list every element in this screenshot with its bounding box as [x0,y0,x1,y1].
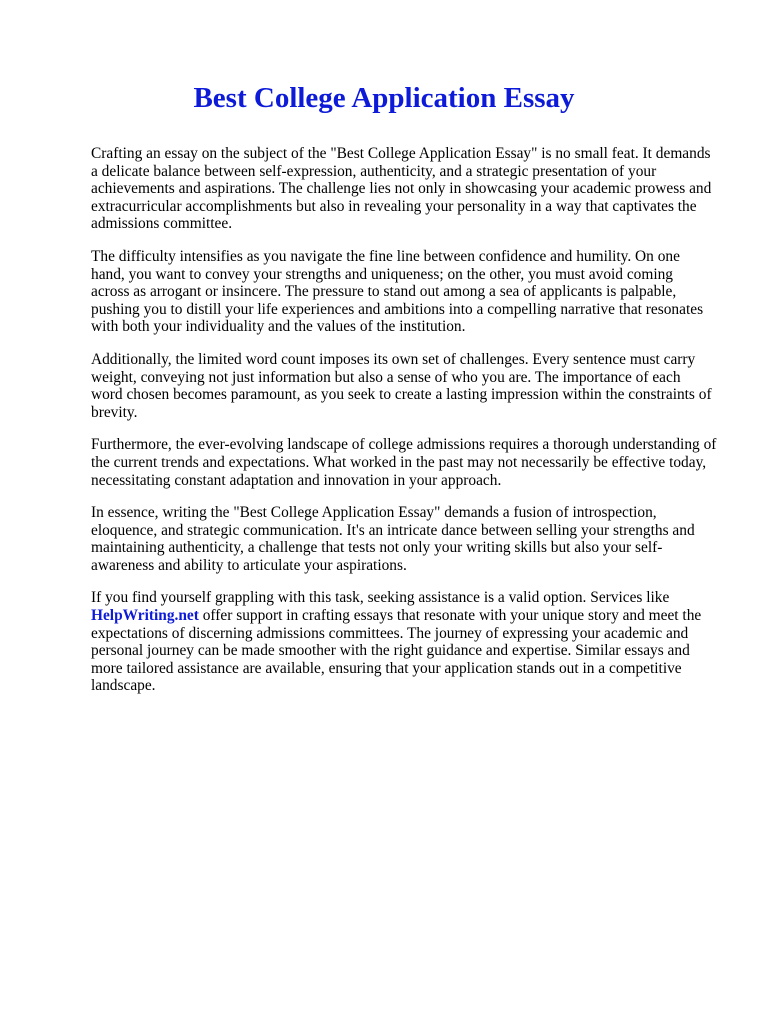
paragraph-1: Crafting an essay on the subject of the "Best College Application Essay" is no small feat. It demands a delicate balance between self-expression, authenticity, and a strategic presentation of your achievements and aspirations. The challenge lies not only in showcasing your academic prowess and extracurricular accomplishments but also in revealing your personality in a way that captivates the admissions committee. [91,145,712,233]
page-title: Best College Application Essay [193,82,575,114]
paragraph-2: The difficulty intensifies as you navigate the fine line between confidence and humility. On one hand, you want to convey your strengths and uniqueness; on the other, you must avoid coming across as arrogant or insincere. The pressure to stand out among a sea of applicants is palpable, pushing you to distill your life experiences and ambitions into a compelling narrative that resonates with both your individuality and the values of the institution. [91,247,704,336]
paragraph-4: Furthermore, the ever-evolving landscape of college admissions requires a thorough understanding of the current trends and expectations. What worked in the past may not necessarily be effective today, necessitating constant adaptation and innovation in your approach. [91,436,717,489]
paragraph-5: In essence, writing the "Best College Application Essay" demands a fusion of introspection, eloquence, and strategic communication. It's an intricate dance between selling your strengths and maintaining authenticity, a challenge that tests not only your writing skills but also your self- awareness and ability to articulate your aspirations. [91,504,695,574]
essay-body [91,145,731,710]
paragraph-3: Additionally, the limited word count imposes its own set of challenges. Every sentence must carry weight, conveying not just information but also a sense of who you are. The importance of each word chosen becomes paramount, as you seek to create a lasting impression within the constraints of brevity. [91,350,712,421]
paragraph-6 [91,589,731,695]
paragraph-6-intro: If you find yourself grappling with this task, seeking assistance is a valid option. Services like [91,589,670,607]
helpwriting-link[interactable]: HelpWriting.net [91,607,199,625]
paragraph-6-rest: offer support in crafting essays that resonate with your unique story and meet the expectations of discerning admissions committees. The journey of expressing your academic and personal journey can be made smoother with the right guidance and expertise. Similar essays and more tailored assistance are available, ensuring that your application stands out in a competitive landscape. [91,607,702,695]
